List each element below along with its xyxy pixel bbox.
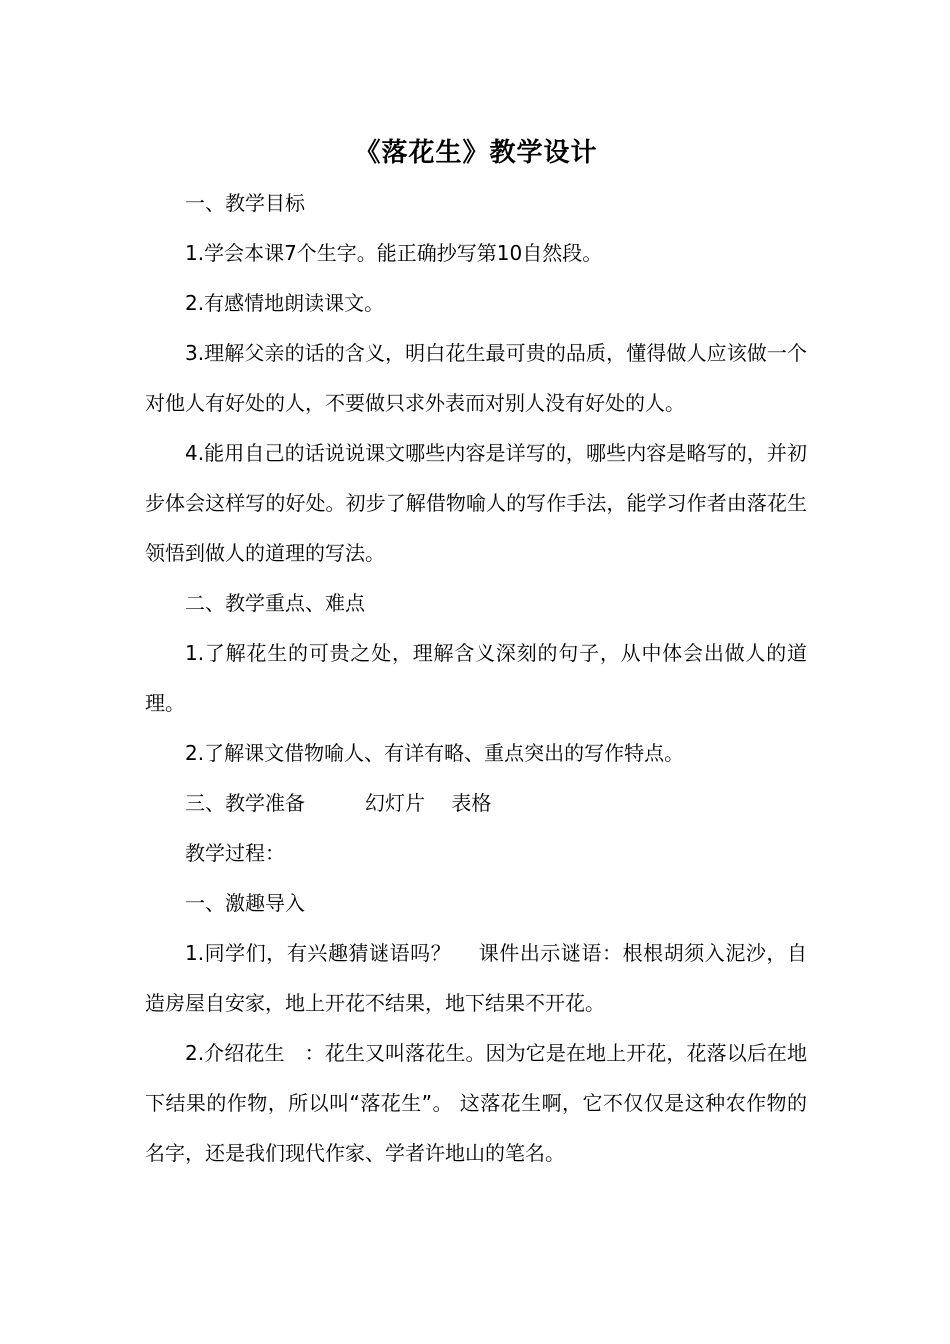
step-heading-intro: 一、激趣导入 <box>185 891 305 915</box>
document-title: 《落花生》教学设计 <box>354 138 598 168</box>
section-heading-objectives: 一、教学目标 <box>185 191 305 215</box>
document-body <box>145 128 807 1178</box>
objective-4: 4.能用自己的话说说课文哪些内容是详写的，哪些内容是略写的，并初步体会这样写的好处。初步了解借物喻人的写作手法，能学习作者由落花生领悟到做人的道理的写法。 <box>145 441 807 565</box>
key-point-2: 2.了解课文借物喻人、有详有略、重点突出的写作特点。 <box>185 741 685 765</box>
section-heading-key-points: 二、教学重点、难点 <box>185 591 365 615</box>
process-heading: 教学过程： <box>185 841 285 865</box>
objective-2: 2.有感情地朗读课文。 <box>185 291 385 315</box>
objective-1: 1.学会本课7个生字。能正确抄写第10自然段。 <box>185 241 603 265</box>
section-heading-preparation: 三、教学准备 幻灯片 表格 <box>185 791 492 815</box>
intro-step-2: 2.介绍花生 ：花生又叫落花生。因为它是在地上开花，花落以后在地下结果的作物，所以叫“落花生”。 这落花生啊，它不仅仅是这种农作物的名字，还是我们现代作家、学者许地山的笔名。 <box>145 1041 807 1165</box>
key-point-1: 1.了解花生的可贵之处，理解含义深刻的句子，从中体会出做人的道理。 <box>145 641 807 715</box>
objective-3: 3.理解父亲的话的含义，明白花生最可贵的品质，懂得做人应该做一个对他人有好处的人，不要做只求外表而对别人没有好处的人。 <box>145 341 807 415</box>
intro-step-1: 1.同学们，有兴趣猜谜语吗？ 课件出示谜语：根根胡须入泥沙，自造房屋自安家，地上开花不结果，地下结果不开花。 <box>145 941 807 1015</box>
